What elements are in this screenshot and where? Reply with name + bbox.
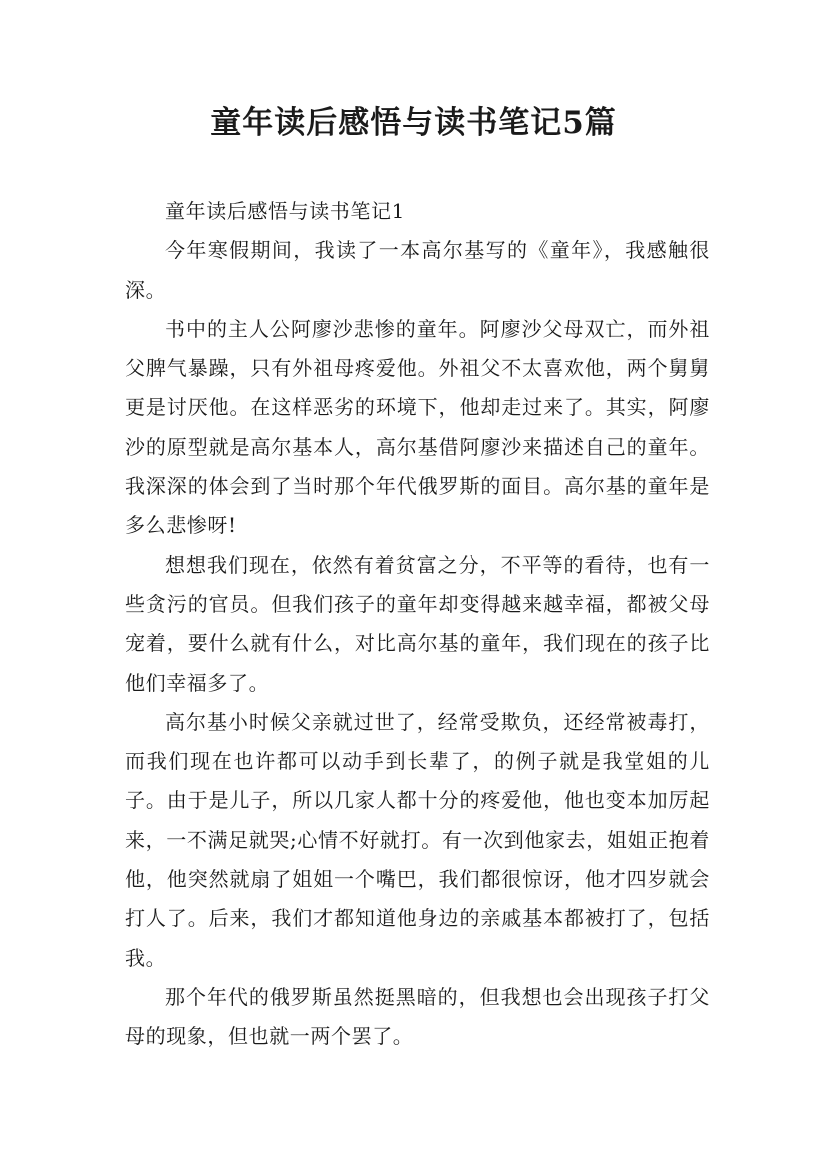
paragraph: 书中的主人公阿廖沙悲惨的童年。阿廖沙父母双亡，而外祖父脾气暴躁，只有外祖母疼爱他。外祖父不太喜欢他，两个舅舅更是讨厌他。在这样恶劣的环境下，他却走过来了。其实，阿廖沙的原型就是高尔基本人，高尔基借阿廖沙来描述自己的童年。我深深的体会到了当时那个年代俄罗斯的面目。高尔基的童年是多么悲惨呀!	[125, 316, 710, 538]
paragraph: 想想我们现在，依然有着贫富之分，不平等的看待，也有一些贪污的官员。但我们孩子的童年却变得越来越幸福，都被父母宠着，要什么就有什么，对比高尔基的童年，我们现在的孩子比他们幸福多了。	[125, 552, 710, 695]
paragraph: 那个年代的俄罗斯虽然挺黑暗的，但我想也会出现孩子打父母的现象，但也就一两个罢了。	[125, 984, 710, 1049]
paragraph: 今年寒假期间，我读了一本高尔基写的《童年》，我感触很深。	[125, 238, 710, 302]
document-title: 童年读后感悟与读书笔记5篇	[210, 105, 617, 141]
section-heading: 童年读后感悟与读书笔记1	[165, 199, 405, 223]
paragraph: 高尔基小时候父亲就过世了，经常受欺负，还经常被毒打，而我们现在也许都可以动手到长辈了，的例子就是我堂姐的儿子。由于是儿子，所以几家人都十分的疼爱他，他也变本加厉起来，一不满足就哭;心情不好就打。有一次到他家去，姐姐正抱着他，他突然就扇了姐姐一个嘴巴，我们都很惊讶，他才四岁就会打人了。后来，我们才都知道他身边的亲戚基本都被打了，包括我。	[125, 709, 710, 970]
document-body	[125, 192, 710, 1057]
